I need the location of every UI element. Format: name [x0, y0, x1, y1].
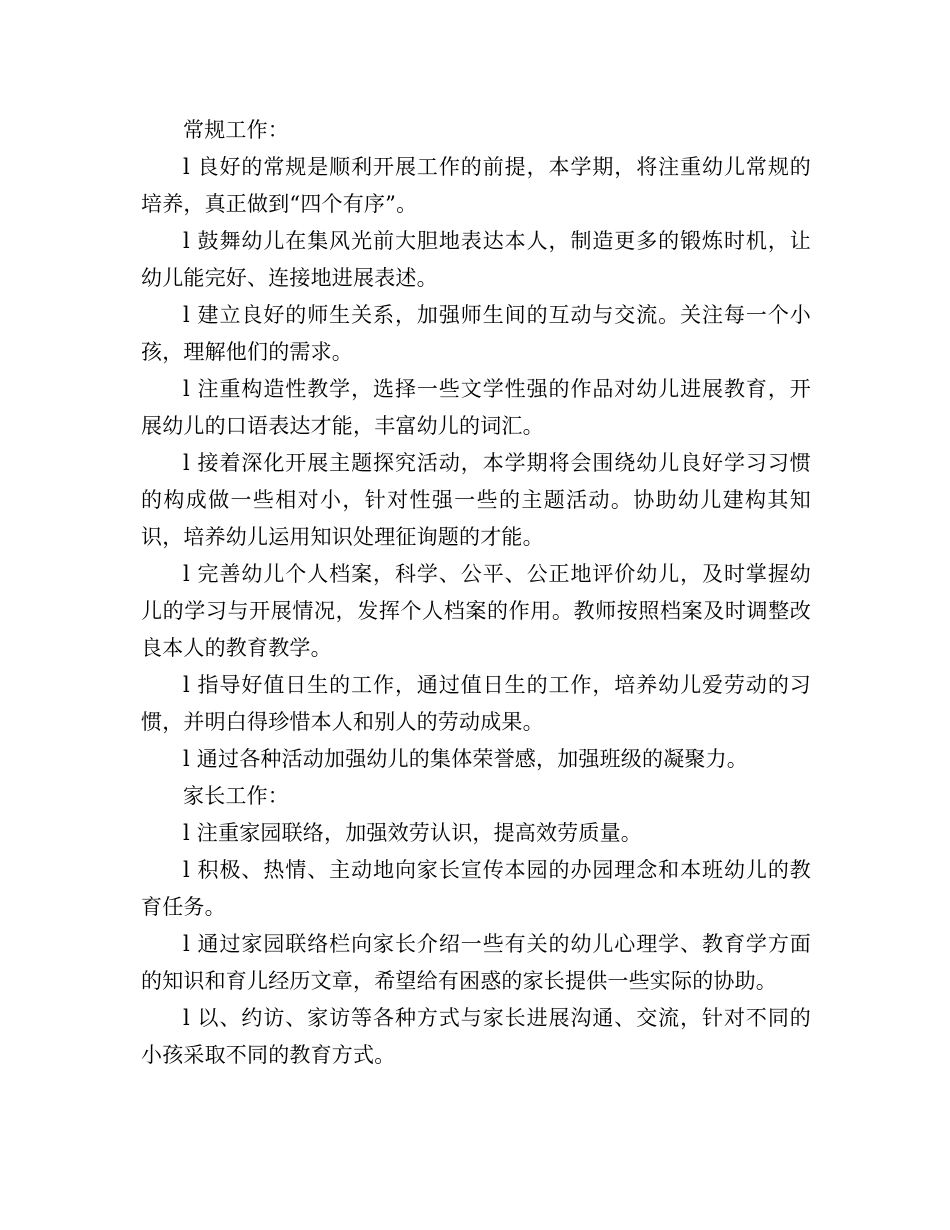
paragraph-item: l 通过各种活动加强幼儿的集体荣誉感，加强班级的凝聚力。 — [183, 747, 748, 771]
paragraph-item: l 注重构造性教学，选择一些文学性强的作品对幼儿进展教育，开展幼儿的口语表达才能，丰富幼儿的词汇。 — [141, 377, 811, 438]
paragraph-item: l 完善幼儿个人档案，科学、公平、公正地评价幼儿，及时掌握幼儿的学习与开展情况，发挥个人档案的作用。教师按照档案及时调整改良本人的教育教学。 — [141, 562, 811, 660]
section-heading-routine: 常规工作： — [183, 118, 289, 142]
document-body — [141, 112, 811, 1074]
paragraph-item: l 以、约访、家访等各种方式与家长进展沟通、交流，针对不同的小孩采取不同的教育方式。 — [141, 1006, 811, 1067]
section-heading-parents: 家长工作： — [183, 784, 289, 808]
paragraph-item: l 通过家园联络栏向家长介绍一些有关的幼儿心理学、教育学方面的知识和育儿经历文章，希望给有困惑的家长提供一些实际的协助。 — [141, 932, 811, 993]
paragraph-item: l 建立良好的师生关系，加强师生间的互动与交流。关注每一个小孩，理解他们的需求。 — [141, 303, 811, 364]
paragraph-item: l 鼓舞幼儿在集风光前大胆地表达本人，制造更多的锻炼时机，让幼儿能完好、连接地进展表述。 — [141, 229, 811, 290]
paragraph-item: l 指导好值日生的工作，通过值日生的工作，培养幼儿爱劳动的习惯，并明白得珍惜本人和别人的劳动成果。 — [141, 673, 811, 734]
paragraph-item: l 注重家园联络，加强效劳认识，提高效劳质量。 — [183, 821, 642, 845]
paragraph-item: l 积极、热情、主动地向家长宣传本园的办园理念和本班幼儿的教育任务。 — [141, 858, 811, 919]
paragraph-item: l 接着深化开展主题探究活动，本学期将会围绕幼儿良好学习习惯的构成做一些相对小，针对性强一些的主题活动。协助幼儿建构其知识，培养幼儿运用知识处理征询题的才能。 — [141, 451, 811, 549]
paragraph-item: l 良好的常规是顺利开展工作的前提，本学期，将注重幼儿常规的培养，真正做到“四个有序”。 — [141, 155, 811, 216]
